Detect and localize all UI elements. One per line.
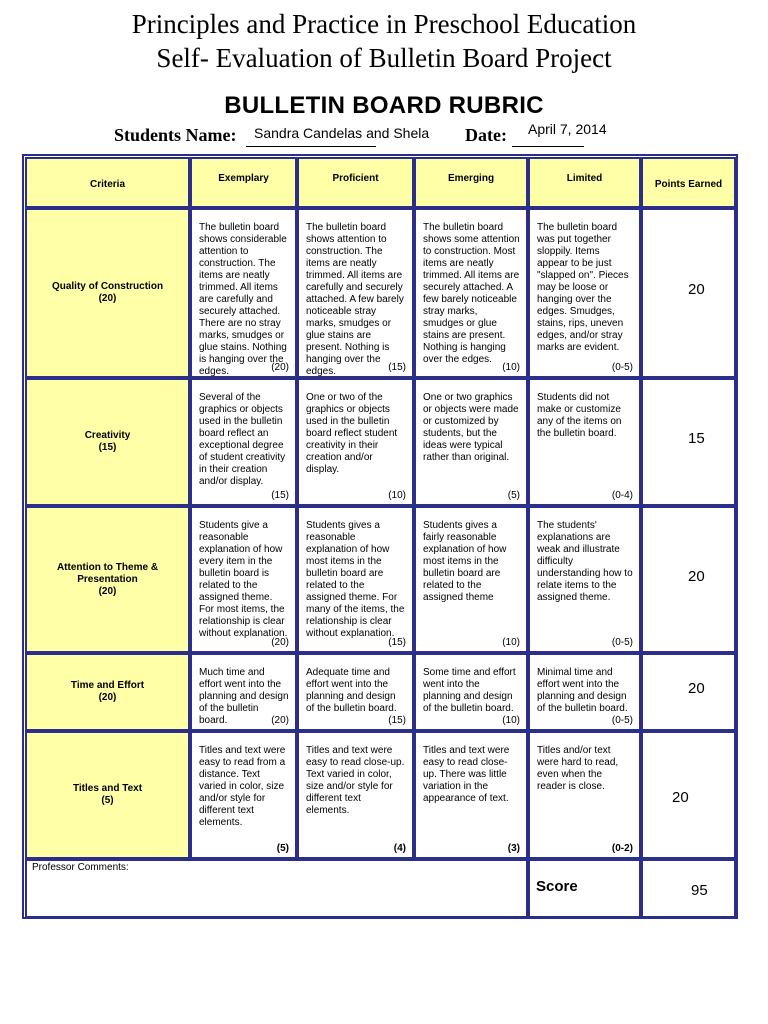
rubric-level-points: (15) [388, 362, 406, 373]
points-earned-cell [641, 731, 736, 859]
rubric-description: One or two graphics or objects were made or customized by students, but the ideas were typical rather than original. [423, 392, 519, 463]
rubric-cell-emerging [414, 208, 528, 378]
points-earned-cell [641, 208, 736, 378]
rubric-level-points: (15) [271, 490, 289, 501]
document-subtitle: Self- Evaluation of Bulletin Board Project [156, 43, 612, 73]
rubric-level-points: (5) [276, 843, 289, 854]
header-cell-criteria [25, 157, 190, 208]
points-earned-value: 20 [672, 789, 689, 806]
rubric-cell-limited [528, 378, 641, 506]
rubric-cell-proficient [297, 731, 414, 859]
criteria-max-points: (20) [98, 692, 117, 703]
rubric-cell-exemplary [190, 208, 297, 378]
rubric-level-points: (10) [388, 490, 406, 501]
criteria-name: Attention to Theme & Presentation [56, 561, 159, 585]
rubric-description: Titles and text were easy to read close-up. Text varied in color, size and/or style for different text elements. [306, 745, 405, 816]
rubric-cell-exemplary [190, 506, 297, 653]
rubric-level-points: (20) [271, 362, 289, 373]
rubric-cell-limited [528, 208, 641, 378]
students-name-label: Students Name: [114, 125, 237, 145]
points-earned-cell [641, 653, 736, 731]
rubric-level-points: (4) [393, 843, 406, 854]
score-label-cell [528, 859, 641, 918]
criteria-cell [25, 506, 190, 653]
students-name-value: Sandra Candelas and Shela [254, 125, 430, 141]
header-cell-limited [528, 157, 641, 208]
points-earned-value: 20 [688, 568, 705, 585]
rubric-title: BULLETIN BOARD RUBRIC [224, 92, 544, 119]
column-header-criteria: Criteria [89, 179, 125, 190]
score-value-cell [641, 859, 736, 918]
rubric-description: Adequate time and effort went into the planning and design of the bulletin board. [306, 667, 397, 714]
rubric-description: Titles and text were easy to read close-up. There was little variation in the appearance of text. [423, 745, 510, 804]
rubric-cell-emerging [414, 653, 528, 731]
criteria-max-points: (20) [98, 293, 117, 304]
rubric-level-points: (5) [507, 490, 520, 501]
rubric-level-points: (10) [502, 637, 520, 648]
rubric-cell-limited [528, 731, 641, 859]
rubric-description: Minimal time and effort went into the planning and design of the bulletin board. [537, 667, 628, 714]
rubric-description: Students gives a reasonable explanation of how most items in the bulletin board are related to the assigned theme. For many of the items, the relationship is clear without explanation. [306, 520, 405, 639]
column-header-limited: Limited [566, 173, 603, 184]
header-cell-exemplary [190, 157, 297, 208]
rubric-cell-proficient [297, 208, 414, 378]
criteria-name: Titles and Text [72, 783, 143, 794]
score-value: 95 [691, 882, 708, 899]
rubric-description: Students did not make or customize any of the items on the bulletin board. [537, 392, 622, 439]
rubric-cell-proficient [297, 653, 414, 731]
date-value: April 7, 2014 [528, 121, 607, 137]
professor-comments-cell[interactable] [25, 859, 528, 918]
column-header-emerging: Emerging [447, 173, 495, 184]
points-earned-value: 15 [688, 430, 705, 447]
header-cell-emerging [414, 157, 528, 208]
rubric-level-points: (0-4) [611, 490, 633, 501]
rubric-description: Titles and text were easy to read from a distance. Text varied in color, size and/or style for different text elements. [199, 745, 286, 828]
rubric-level-points: (20) [271, 637, 289, 648]
professor-comments-label: Professor Comments: [32, 862, 129, 873]
rubric-cell-limited [528, 506, 641, 653]
criteria-cell [25, 653, 190, 731]
rubric-cell-exemplary [190, 731, 297, 859]
column-header-proficient: Proficient [332, 173, 379, 184]
criteria-cell [25, 208, 190, 378]
rubric-cell-proficient [297, 378, 414, 506]
rubric-level-points: (0-5) [611, 715, 633, 726]
rubric-description: Students give a reasonable explanation of how every item in the bulletin board is related to the assigned theme. For most items, the relationship is clear without explanation. [199, 520, 288, 639]
date-label: Date: [465, 125, 507, 145]
criteria-cell [25, 731, 190, 859]
rubric-level-points: (15) [388, 715, 406, 726]
column-header-points: Points Earned [654, 179, 723, 190]
points-earned-value: 20 [688, 281, 705, 298]
rubric-level-points: (3) [507, 843, 520, 854]
rubric-cell-emerging [414, 506, 528, 653]
rubric-cell-proficient [297, 506, 414, 653]
rubric-description: The bulletin board shows considerable attention to construction. The items are neatly trimmed. All items are carefully and securely attached. There are no stray marks, smudges or glue stains. Nothing is hanging over the edges. [199, 222, 287, 377]
criteria-cell [25, 378, 190, 506]
rubric-description: Students gives a fairly reasonable explanation of how most items in the bulletin board are related to the assigned theme [423, 520, 507, 603]
rubric-cell-exemplary [190, 378, 297, 506]
points-earned-cell [641, 506, 736, 653]
rubric-description: Several of the graphics or objects used in the bulletin board reflect an exceptional degree of student creativity in their creation and/or display. [199, 392, 286, 487]
criteria-name: Quality of Construction [51, 281, 164, 292]
header-cell-proficient [297, 157, 414, 208]
criteria-name: Creativity [84, 430, 131, 441]
criteria-max-points: (20) [98, 585, 117, 597]
rubric-cell-emerging [414, 378, 528, 506]
points-earned-value: 20 [688, 680, 705, 697]
rubric-description: Much time and effort went into the planning and design of the bulletin board. [199, 667, 289, 726]
date-underline [512, 146, 584, 147]
rubric-description: The students' explanations are weak and illustrate difficulty understanding how to relate items to the assigned theme. [537, 520, 633, 603]
rubric-level-points: (0-5) [611, 362, 633, 373]
score-label: Score [536, 878, 578, 895]
points-earned-cell [641, 378, 736, 506]
rubric-description: The bulletin board was put together sloppily. Items appear to be just "slapped on". Pieces may be loose or hanging over the edges. Smudges, stains, rips, uneven edges, and/or stray marks are evident. [537, 222, 629, 353]
document-title: Principles and Practice in Preschool Education [131, 9, 637, 39]
header-cell-points [641, 157, 736, 208]
criteria-name: Time and Effort [70, 680, 145, 691]
rubric-description: Some time and effort went into the planning and design of the bulletin board. [423, 667, 516, 714]
rubric-description: One or two of the graphics or objects used in the bulletin board reflect student creativity in their creation and/or display. [306, 392, 398, 475]
rubric-level-points: (10) [502, 715, 520, 726]
name-underline [246, 146, 376, 147]
column-header-exemplary: Exemplary [218, 173, 269, 184]
criteria-max-points: (15) [98, 442, 117, 453]
rubric-cell-emerging [414, 731, 528, 859]
rubric-description: The bulletin board shows some attention to construction. Most items are neatly trimmed. All items are securely attached. A few barely noticeable stray marks, smudges or glue stains are present. Nothing is hanging over the edges. [423, 222, 520, 365]
rubric-cell-limited [528, 653, 641, 731]
criteria-max-points: (5) [101, 795, 114, 806]
rubric-level-points: (20) [271, 715, 289, 726]
rubric-description: The bulletin board shows attention to construction. The items are neatly trimmed. All items are carefully and securely attached. A few barely noticeable stray marks, smudges or glue stains are present. Nothing is hanging over the edges. [306, 222, 404, 377]
rubric-level-points: (0-5) [611, 637, 633, 648]
rubric-level-points: (0-2) [611, 843, 633, 854]
rubric-cell-exemplary [190, 653, 297, 731]
rubric-level-points: (15) [388, 637, 406, 648]
rubric-level-points: (10) [502, 362, 520, 373]
rubric-description: Titles and/or text were hard to read, even when the reader is close. [537, 745, 619, 792]
